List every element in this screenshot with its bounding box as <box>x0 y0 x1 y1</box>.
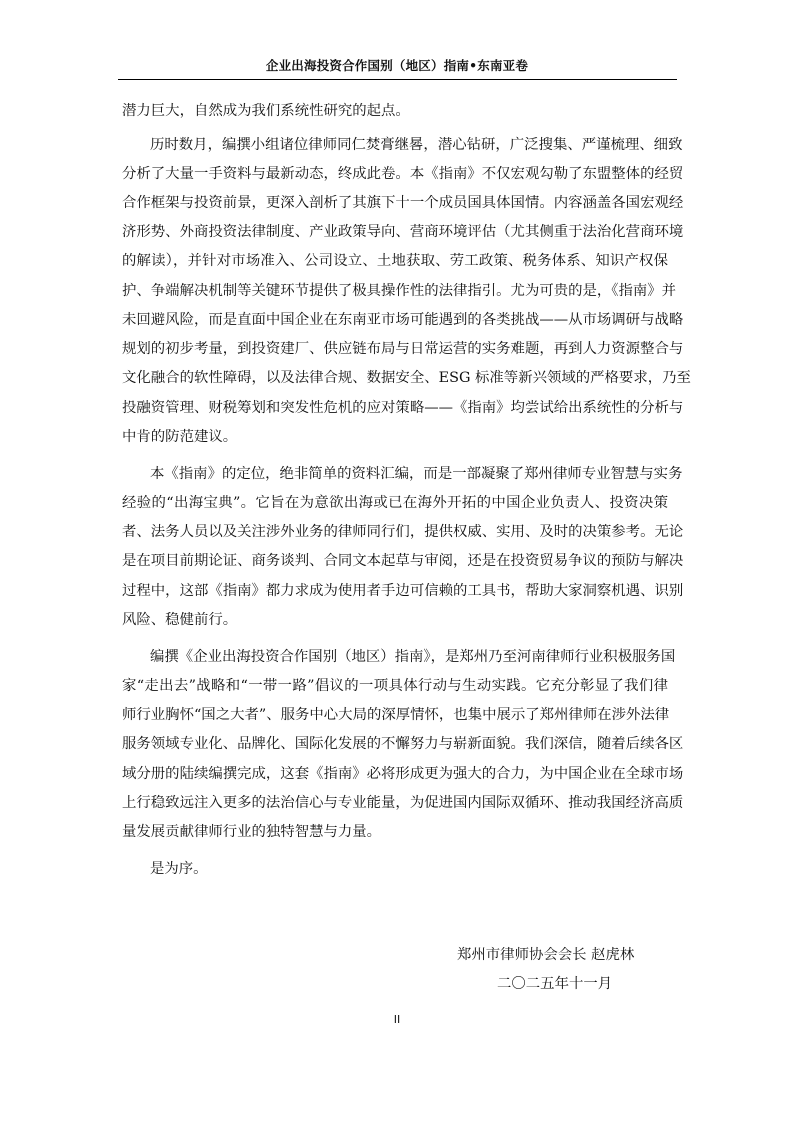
text-line: 潜力巨大，自然成为我们系统性研究的起点。 <box>122 103 410 119</box>
text-line: 家“走出去”战略和“一带一路”倡议的一项具体行动与生动实践。它充分彰显了我们律 <box>122 678 668 694</box>
text-line: 风险、稳健前行。 <box>122 612 238 628</box>
text-line: 师行业胸怀“国之大者”、服务中心大局的深厚情怀，也集中展示了郑州律师在涉外法律 <box>122 707 670 723</box>
text-line: 过程中，这部《指南》都力求成为使用者手边可信赖的工具书，帮助大家洞察机遇、识别 <box>122 583 684 599</box>
text-line: 中肯的防范建议。 <box>122 429 238 445</box>
text-line: 合作框架与投资前景，更深入剖析了其旗下十一个成员国具体国情。内容涵盖各国宏观经 <box>122 195 684 211</box>
signature-author: 郑州市律师协会会长 赵虎林 <box>457 947 635 963</box>
page-number: II <box>393 1013 401 1026</box>
text-line: 护、争端解决机制等关键环节提供了极具操作性的法律指引。尤为可贵的是，《指南》并 <box>122 283 677 299</box>
text-line: 历时数月，编撰小组诸位律师同仁焚膏继晷，潜心钻研，广泛搜集、严谨梳理、细致 <box>150 137 683 153</box>
text-line: 的解读），并针对市场准入、公司设立、土地获取、劳工政策、税务体系、知识产权保 <box>122 253 668 269</box>
text-line: 规划的初步考量，到投资建厂、供应链布局与日常运营的实务难题，再到人力资源整合与 <box>122 341 684 357</box>
text-line: 是在项目前期论证、商务谈判、合同文本起草与审阅，还是在投资贸易争议的预防与解决 <box>122 553 684 569</box>
text-line: 分析了大量一手资料与最新动态，终成此卷。本《指南》不仅宏观勾勒了东盟整体的经贸 <box>122 166 684 182</box>
text-line: 者、法务人员以及关注涉外业务的律师同行们，提供权威、实用、及时的决策参考。无论 <box>122 524 684 540</box>
text-line: 本《指南》的定位，绝非简单的资料汇编，而是一部凝聚了郑州律师专业智慧与实务 <box>150 466 683 482</box>
text-line: 济形势、外商投资法律制度、产业政策导向、营商环境评估（尤其侧重于法治化营商环境 <box>122 224 684 240</box>
text-line: 文化融合的软性障碍，以及法律合规、数据安全、ESG 标准等新兴领域的严格要求，乃至 <box>122 370 691 386</box>
text-line: 投融资管理、财税筹划和突发性危机的应对策略——《指南》均尝试给出系统性的分析与 <box>122 400 684 416</box>
header-divider <box>118 79 677 80</box>
text-line: 未回避风险，而是直面中国企业在东南亚市场可能遇到的各类挑战——从市场调研与战略 <box>122 312 684 328</box>
text-line: 经验的“出海宝典”。它旨在为意欲出海或已在海外开拓的中国企业负责人、投资决策 <box>122 495 668 511</box>
text-line: 服务领域专业化、品牌化、国际化发展的不懈努力与崭新面貌。我们深信，随着后续各区 <box>122 736 684 752</box>
text-line: 编撰《企业出海投资合作国别（地区）指南》，是郑州乃至河南律师行业积极服务国 <box>150 649 676 665</box>
text-line: 是为序。 <box>150 861 208 877</box>
page-header-title: 企业出海投资合作国别（地区）指南•东南亚卷 <box>265 58 529 73</box>
signature-date: 二〇二五年十一月 <box>497 976 613 992</box>
text-line: 量发展贡献律师行业的独特智慧与力量。 <box>122 824 382 840</box>
text-line: 域分册的陆续编撰完成，这套《指南》必将形成更为强大的合力，为中国企业在全球市场 <box>122 766 684 782</box>
text-line: 上行稳致远注入更多的法治信心与专业能量，为促进国内国际双循环、推动我国经济高质 <box>122 795 684 811</box>
